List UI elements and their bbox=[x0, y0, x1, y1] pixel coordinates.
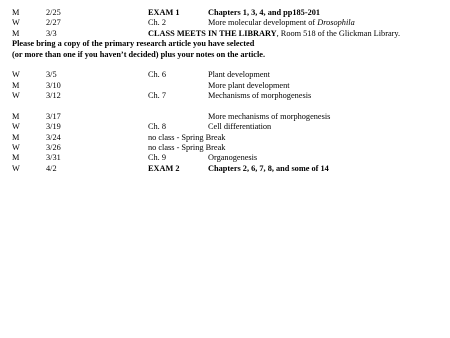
row-day: M bbox=[12, 80, 20, 90]
row-chapter: Ch. 7 bbox=[148, 91, 166, 101]
schedule-row bbox=[12, 164, 442, 174]
row-chapter: Ch. 2 bbox=[148, 18, 166, 28]
row-day: W bbox=[12, 18, 20, 28]
row-date: 3/26 bbox=[46, 143, 61, 153]
row-day: M bbox=[12, 132, 20, 142]
schedule-row bbox=[12, 29, 442, 39]
syllabus-schedule bbox=[12, 8, 442, 174]
row-date: 2/27 bbox=[46, 18, 61, 28]
row-topic: Organogenesis bbox=[208, 153, 258, 163]
row-day: W bbox=[12, 91, 20, 101]
schedule-row bbox=[12, 112, 442, 122]
schedule-row bbox=[12, 8, 442, 18]
library-note-rest: , Room 518 of the Glickman Library. bbox=[276, 28, 401, 38]
row-date: 3/10 bbox=[46, 80, 61, 90]
row-chapter: Ch. 9 bbox=[148, 153, 166, 163]
schedule-row bbox=[12, 133, 442, 143]
row-chapter: Ch. 8 bbox=[148, 122, 166, 132]
schedule-row bbox=[12, 18, 442, 28]
row-day: W bbox=[12, 122, 20, 132]
row-topic-text: More molecular development of bbox=[208, 18, 318, 28]
row-date: 4/2 bbox=[46, 163, 57, 173]
schedule-row bbox=[12, 153, 442, 163]
row-chapter: no class - Spring Break bbox=[148, 132, 226, 142]
row-date: 2/25 bbox=[46, 8, 61, 17]
row-topic-italic: Drosophila bbox=[317, 18, 355, 28]
library-note bbox=[148, 29, 400, 39]
row-date: 3/17 bbox=[46, 111, 61, 121]
row-topic bbox=[208, 18, 355, 28]
notice-line bbox=[12, 39, 442, 49]
row-date: 3/3 bbox=[46, 28, 57, 38]
schedule-row bbox=[12, 122, 442, 132]
row-day: W bbox=[12, 143, 20, 153]
row-day: M bbox=[12, 111, 20, 121]
row-date: 3/5 bbox=[46, 70, 57, 80]
row-topic: Mechanisms of morphogenesis bbox=[208, 91, 312, 101]
row-day: M bbox=[12, 28, 20, 38]
row-day: M bbox=[12, 153, 20, 163]
row-date: 3/24 bbox=[46, 132, 61, 142]
row-day: W bbox=[12, 70, 20, 80]
row-chapter: no class - Spring Break bbox=[148, 143, 226, 153]
row-topic: Cell differentiation bbox=[208, 122, 272, 132]
row-day: W bbox=[12, 163, 20, 173]
notice-line-1: Please bring a copy of the primary research article you have selected bbox=[12, 39, 255, 49]
row-topic: Chapters 1, 3, 4, and pp185-201 bbox=[208, 8, 321, 17]
row-date: 3/19 bbox=[46, 122, 61, 132]
row-day: M bbox=[12, 8, 20, 17]
row-topic: Plant development bbox=[208, 70, 270, 80]
schedule-row bbox=[12, 143, 442, 153]
row-chapter: EXAM 2 bbox=[148, 163, 180, 173]
row-topic: More plant development bbox=[208, 80, 290, 90]
schedule-row bbox=[12, 91, 442, 101]
row-chapter: Ch. 6 bbox=[148, 70, 166, 80]
notice-line-2: (or more than one if you haven’t decided) plus your notes on the article. bbox=[12, 49, 266, 59]
row-date: 3/31 bbox=[46, 153, 61, 163]
library-note-bold: CLASS MEETS IN THE LIBRARY bbox=[148, 28, 277, 38]
spacer bbox=[12, 102, 442, 112]
row-topic: More mechanisms of morphogenesis bbox=[208, 111, 331, 121]
schedule-row bbox=[12, 70, 442, 80]
row-chapter: EXAM 1 bbox=[148, 8, 180, 17]
row-date: 3/12 bbox=[46, 91, 61, 101]
schedule-row bbox=[12, 81, 442, 91]
spacer bbox=[12, 60, 442, 70]
notice-line bbox=[12, 50, 442, 60]
row-topic: Chapters 2, 6, 7, 8, and some of 14 bbox=[208, 163, 329, 173]
